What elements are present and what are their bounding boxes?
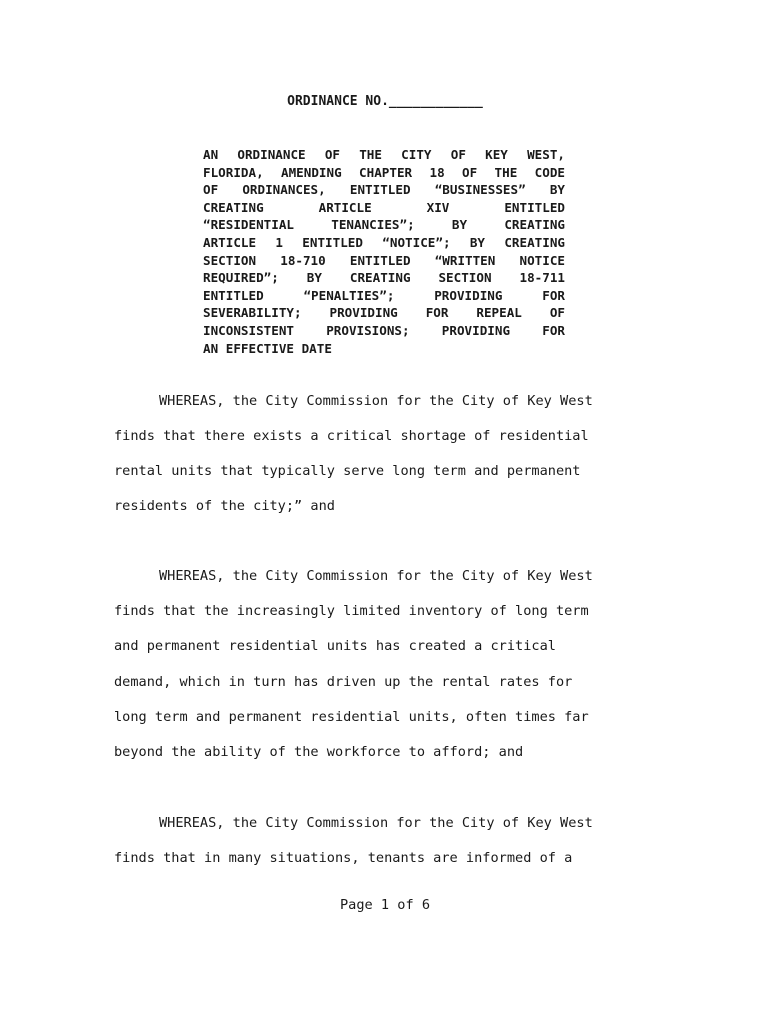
title-line: AN ORDINANCE OF THE CITY OF KEY WEST, (203, 147, 565, 162)
whereas-3-line: WHEREAS, the City Commission for the City of Key West (159, 815, 593, 831)
whereas-2-line: finds that the increasingly limited inventory of long term (114, 603, 589, 619)
title-line: SECTION 18-710 ENTITLED “WRITTEN NOTICE (203, 252, 565, 268)
whereas-1-line: residents of the city;” and (114, 498, 335, 514)
title-line: AN EFFECTIVE DATE (203, 340, 332, 356)
title-line: REQUIRED”; BY CREATING SECTION 18-711 (203, 270, 565, 286)
title-line: ENTITLED “PENALTIES”; PROVIDING FOR (203, 287, 565, 303)
title-line: CREATING ARTICLE XIV ENTITLED (203, 199, 565, 215)
whereas-2-line: and permanent residential units has created a critical (114, 638, 556, 654)
title-line: “RESIDENTIAL TENANCIES”; BY CREATING (203, 217, 565, 233)
whereas-2-line: long term and permanent residential units, often times far (114, 709, 589, 725)
ordinance-number-heading: ORDINANCE NO.____________ (287, 94, 483, 109)
page-number-footer: Page 1 of 6 (339, 897, 431, 913)
whereas-1-line: finds that there exists a critical shortage of residential (114, 428, 589, 444)
whereas-1-line: rental units that typically serve long term and permanent (114, 463, 581, 479)
whereas-2-line: WHEREAS, the City Commission for the City of Key West (159, 568, 593, 584)
whereas-2-line: demand, which in turn has driven up the rental rates for (114, 674, 573, 690)
whereas-1-line: WHEREAS, the City Commission for the City of Key West (159, 393, 593, 409)
whereas-3-line: finds that in many situations, tenants are informed of a (114, 850, 573, 866)
title-line: FLORIDA, AMENDING CHAPTER 18 OF THE CODE (203, 164, 565, 180)
title-line: SEVERABILITY; PROVIDING FOR REPEAL OF (203, 305, 565, 321)
whereas-2-line: beyond the ability of the workforce to afford; and (114, 744, 524, 760)
title-line: OF ORDINANCES, ENTITLED “BUSINESSES” BY (203, 182, 565, 198)
title-line: ARTICLE 1 ENTITLED “NOTICE”; BY CREATING (203, 234, 565, 250)
title-line: INCONSISTENT PROVISIONS; PROVIDING FOR (203, 322, 565, 338)
ordinance-title-block (203, 146, 565, 357)
